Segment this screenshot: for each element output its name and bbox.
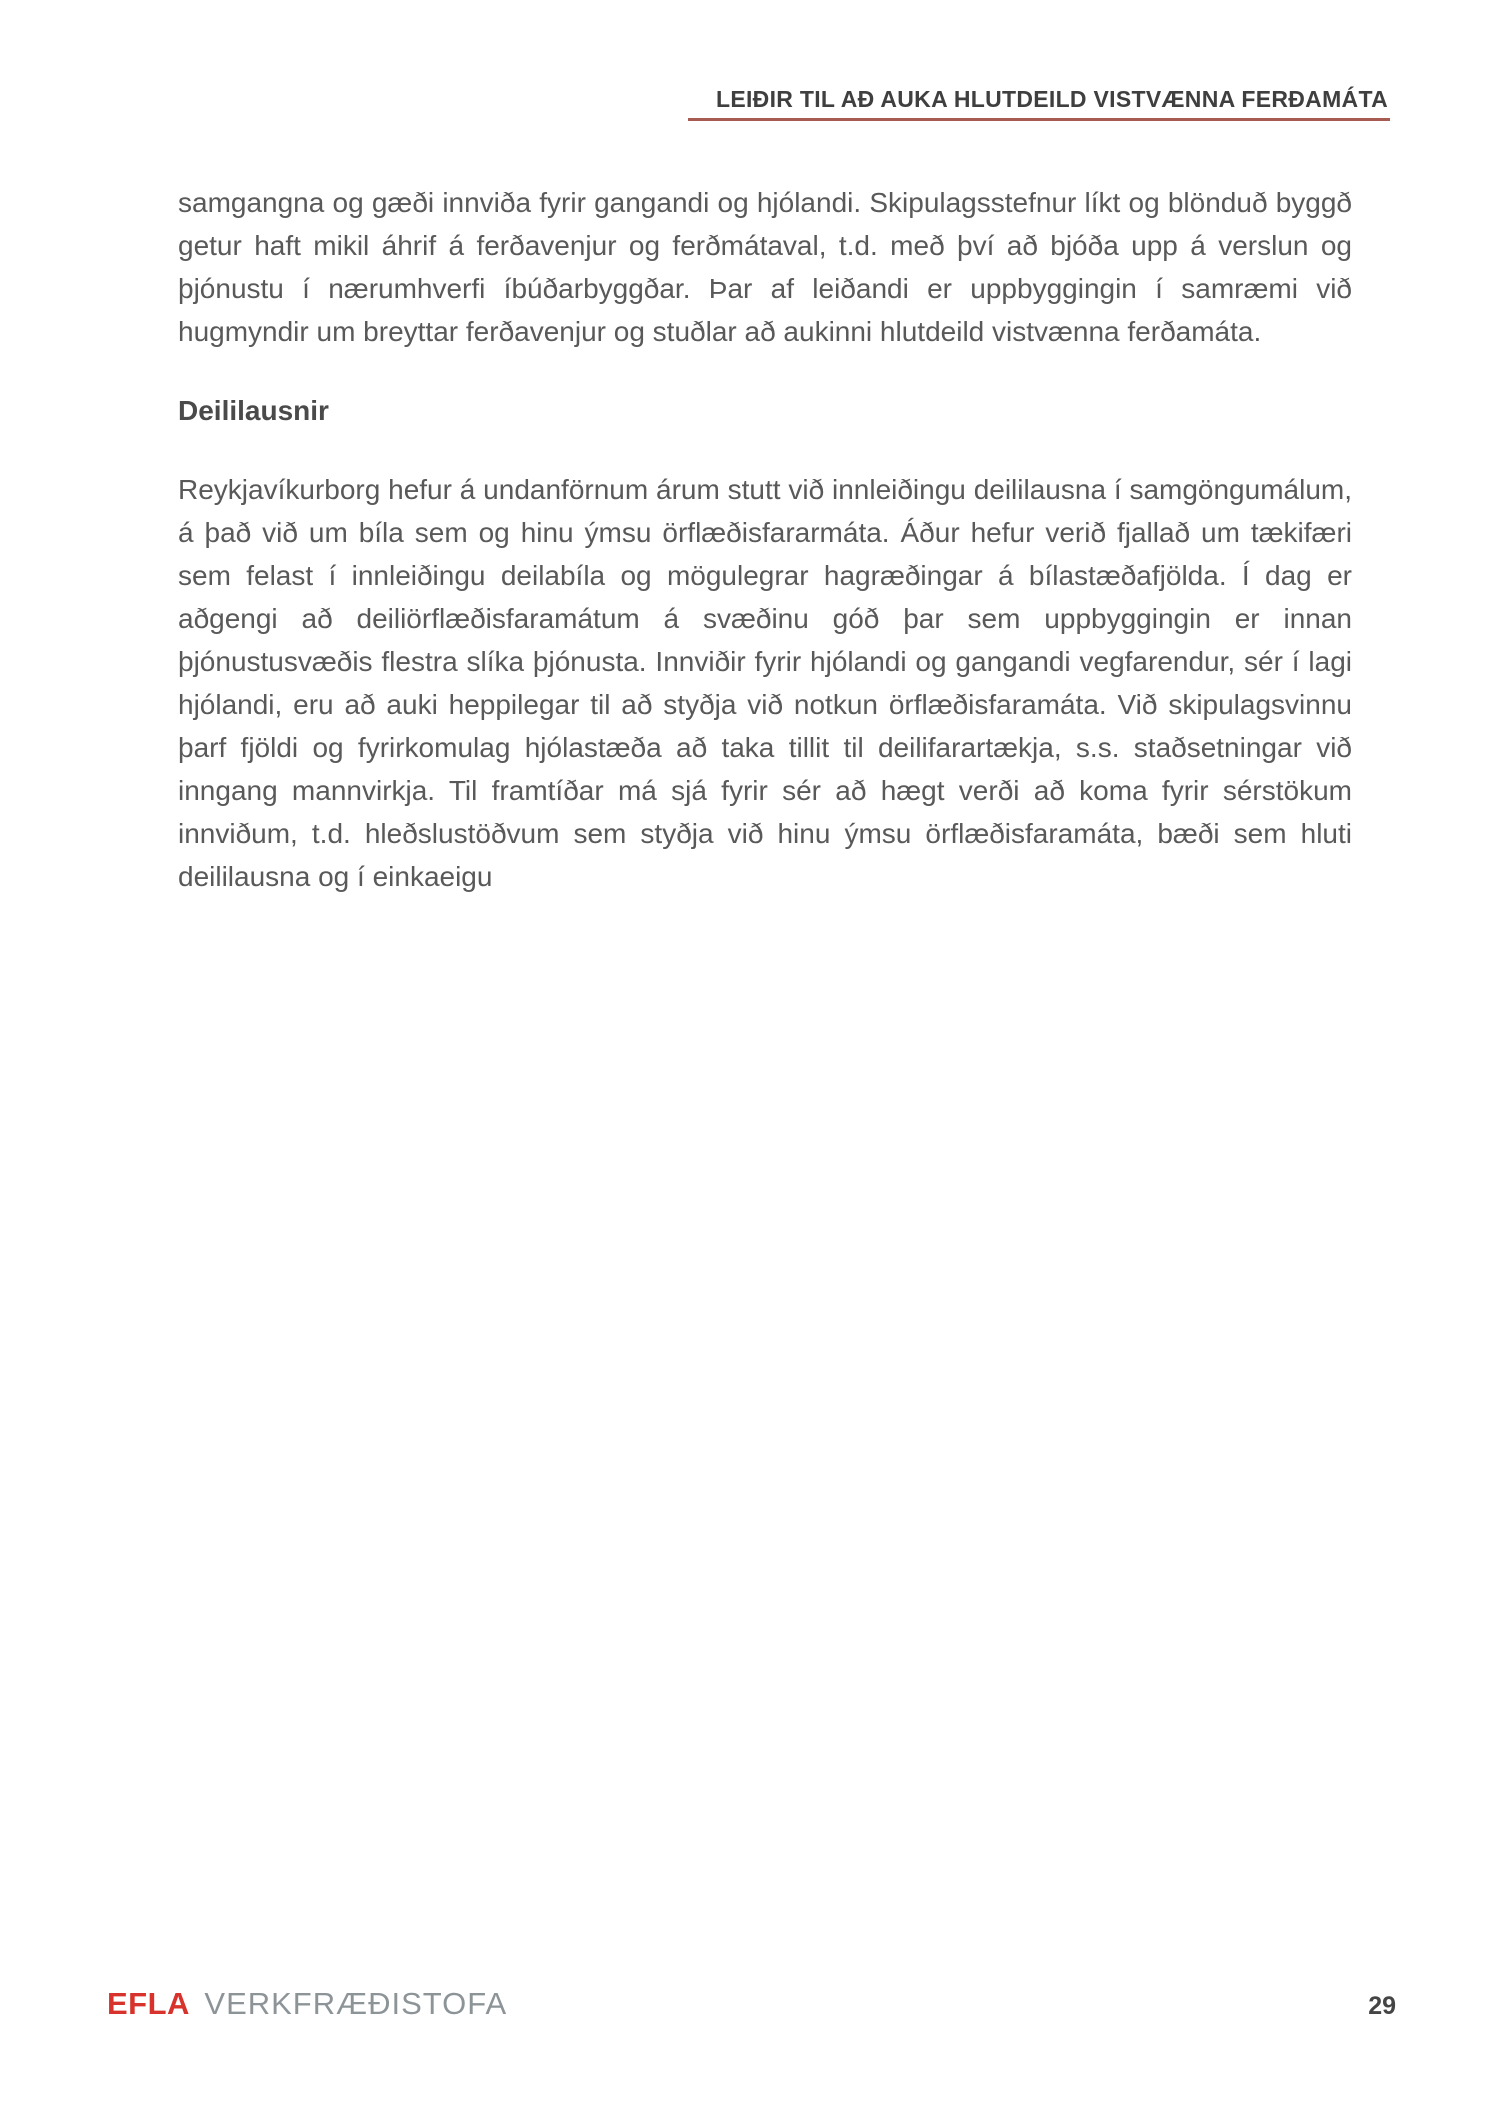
section-heading: Deililausnir <box>178 395 329 426</box>
body-paragraph: Reykjavíkurborg hefur á undanförnum árum stutt við innleiðingu deililausna í samgöngumálum, á það við um bíla sem og hinu ýmsu örflæðisfararmáta. Áður hefur verið fjallað um tækifæri sem felast í innleiðingu deilabíla og mögulegrar hagræðingar á bílastæðafjölda. Í dag er aðgengi að deiliörflæðisfaramátum á svæðinu góð þar sem uppbyggingin er innan þjónustusvæðis flestra slíka þjónusta. Innviðir fyrir hjólandi og gangandi vegfarendur, sér í lagi hjólandi, eru að auki heppilegar til að styðja við notkun örflæðisfaramáta. Við skipulagsvinnu þarf fjöldi og fyrirkomulag hjólastæða að taka tillit til deilifarartækja, s.s. staðsetningar við inngang mannvirkja. Til framtíðar má sjá fyrir sér að hægt verði að koma fyrir sérstökum innviðum, t.d. hleðslustöðvum sem styðja við hinu ýmsu örflæðisfaramáta, bæði sem hluti deililausna og í einkaeigu <box>178 474 1352 892</box>
body-paragraph: samgangna og gæði innviða fyrir gangandi og hjólandi. Skipulagsstefnur líkt og blönduð byggð getur haft mikil áhrif á ferðavenjur og ferðmátaval, t.d. með því að bjóða upp á verslun og þjónustu í nærumhverfi íbúðarbyggðar. Þar af leiðandi er uppbyggingin í samræmi við hugmyndir um breyttar ferðavenjur og stuðlar að aukinni hlutdeild vistvænna ferðamáta. <box>178 187 1352 347</box>
document-content <box>178 181 1352 898</box>
page-number: 29 <box>1368 1992 1396 2020</box>
logo-subtitle: VERKFRÆÐISTOFA <box>204 1986 508 2021</box>
page-header <box>178 86 1390 121</box>
running-header-title: LEIÐIR TIL AÐ AUKA HLUTDEILD VISTVÆNNA FERÐAMÁTA <box>688 86 1390 121</box>
efla-logo <box>107 1986 507 2022</box>
page-footer <box>107 1986 1396 2022</box>
logo-wordmark: EFLA <box>107 1986 190 2021</box>
